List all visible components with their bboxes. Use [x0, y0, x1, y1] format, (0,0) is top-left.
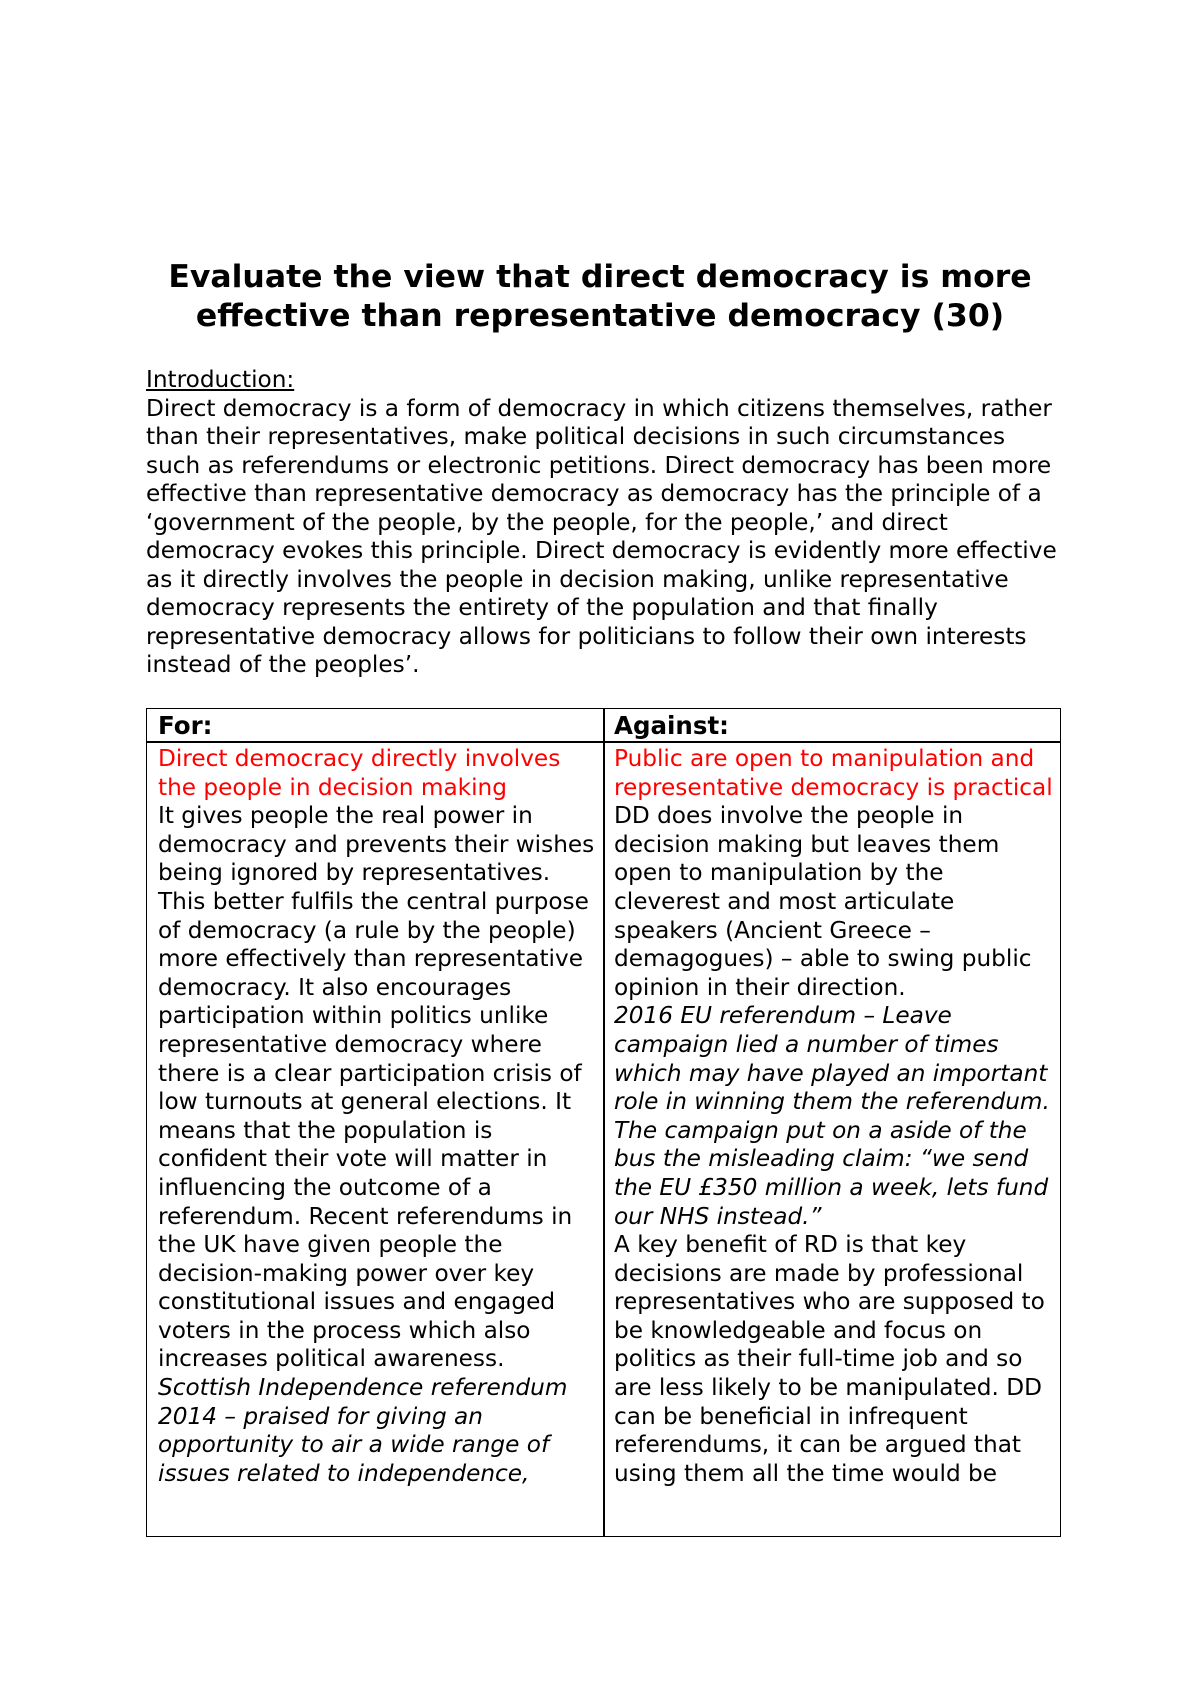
against-column-header: Against: — [614, 711, 729, 740]
against-argument-text: DD does involve the people in decision making but leaves them open to manipulation by the cleverest and most articulate speakers (Ancient Greece – demagogues) – able to swing public opinion in their direction. — [614, 802, 1032, 1001]
table-column-divider — [603, 709, 605, 1536]
introduction-section — [146, 366, 1066, 680]
against-argument-text-2: A key benefit of RD is that key decisions are made by professional representatives who are supposed to be knowledgeable and focus on politics as their full-time job and so are less likely to be manipulated. DD can be beneficial in infrequent referendums, it can be argued that using them all the time would be — [614, 1231, 1045, 1487]
against-column-cell — [614, 745, 1054, 1488]
against-example-text: 2016 EU referendum – Leave campaign lied a number of times which may have played an important role in winning them the referendum. The campaign put on a aside of the bus the misleading claim: “we send the EU £350 million a week, lets fund our NHS instead.” — [614, 1002, 1050, 1230]
table-header-rule — [147, 741, 1060, 743]
for-against-table — [146, 708, 1061, 1537]
for-point-heading: Direct democracy directly involves the people in decision making — [158, 745, 561, 801]
essay-title: Evaluate the view that direct democracy is more effective than representative democracy (30) — [168, 259, 1032, 334]
for-column-cell — [158, 745, 598, 1488]
for-column-header: For: — [158, 711, 213, 740]
against-point-heading: Public are open to manipulation and representative democracy is practical — [614, 745, 1053, 801]
introduction-heading: Introduction: — [146, 366, 295, 393]
introduction-paragraph: Direct democracy is a form of democracy in which citizens themselves, rather than their representatives, make political decisions in such circumstances such as referendums or electronic petitions. Direct democracy has been more effective than representative democracy as democracy has the principle of a ‘government of the people, by the people, for the people,’ and direct democracy evokes this principle. Direct democracy is evidently more effective as it directly involves the people in decision making, unlike representative democracy represents the entirety of the population and that finally representative democracy allows for politicians to follow their own interests instead of the peoples’. — [146, 394, 1057, 678]
for-argument-text: It gives people the real power in democracy and prevents their wishes being ignored by representatives. This better fulfils the central purpose of democracy (a rule by the people) more effectively than representative democracy. It also encourages participation within politics unlike representative democracy where there is a clear participation crisis of low turnouts at general elections. It means that the population is confident their vote will matter in influencing the outcome of a referendum. Recent referendums in the UK have given people the decision-making power over key constitutional issues and engaged voters in the process which also increases political awareness. — [158, 802, 595, 1373]
for-example-text: Scottish Independence referendum 2014 – praised for giving an opportunity to air a wide range of issues related to independence, — [158, 1374, 568, 1487]
